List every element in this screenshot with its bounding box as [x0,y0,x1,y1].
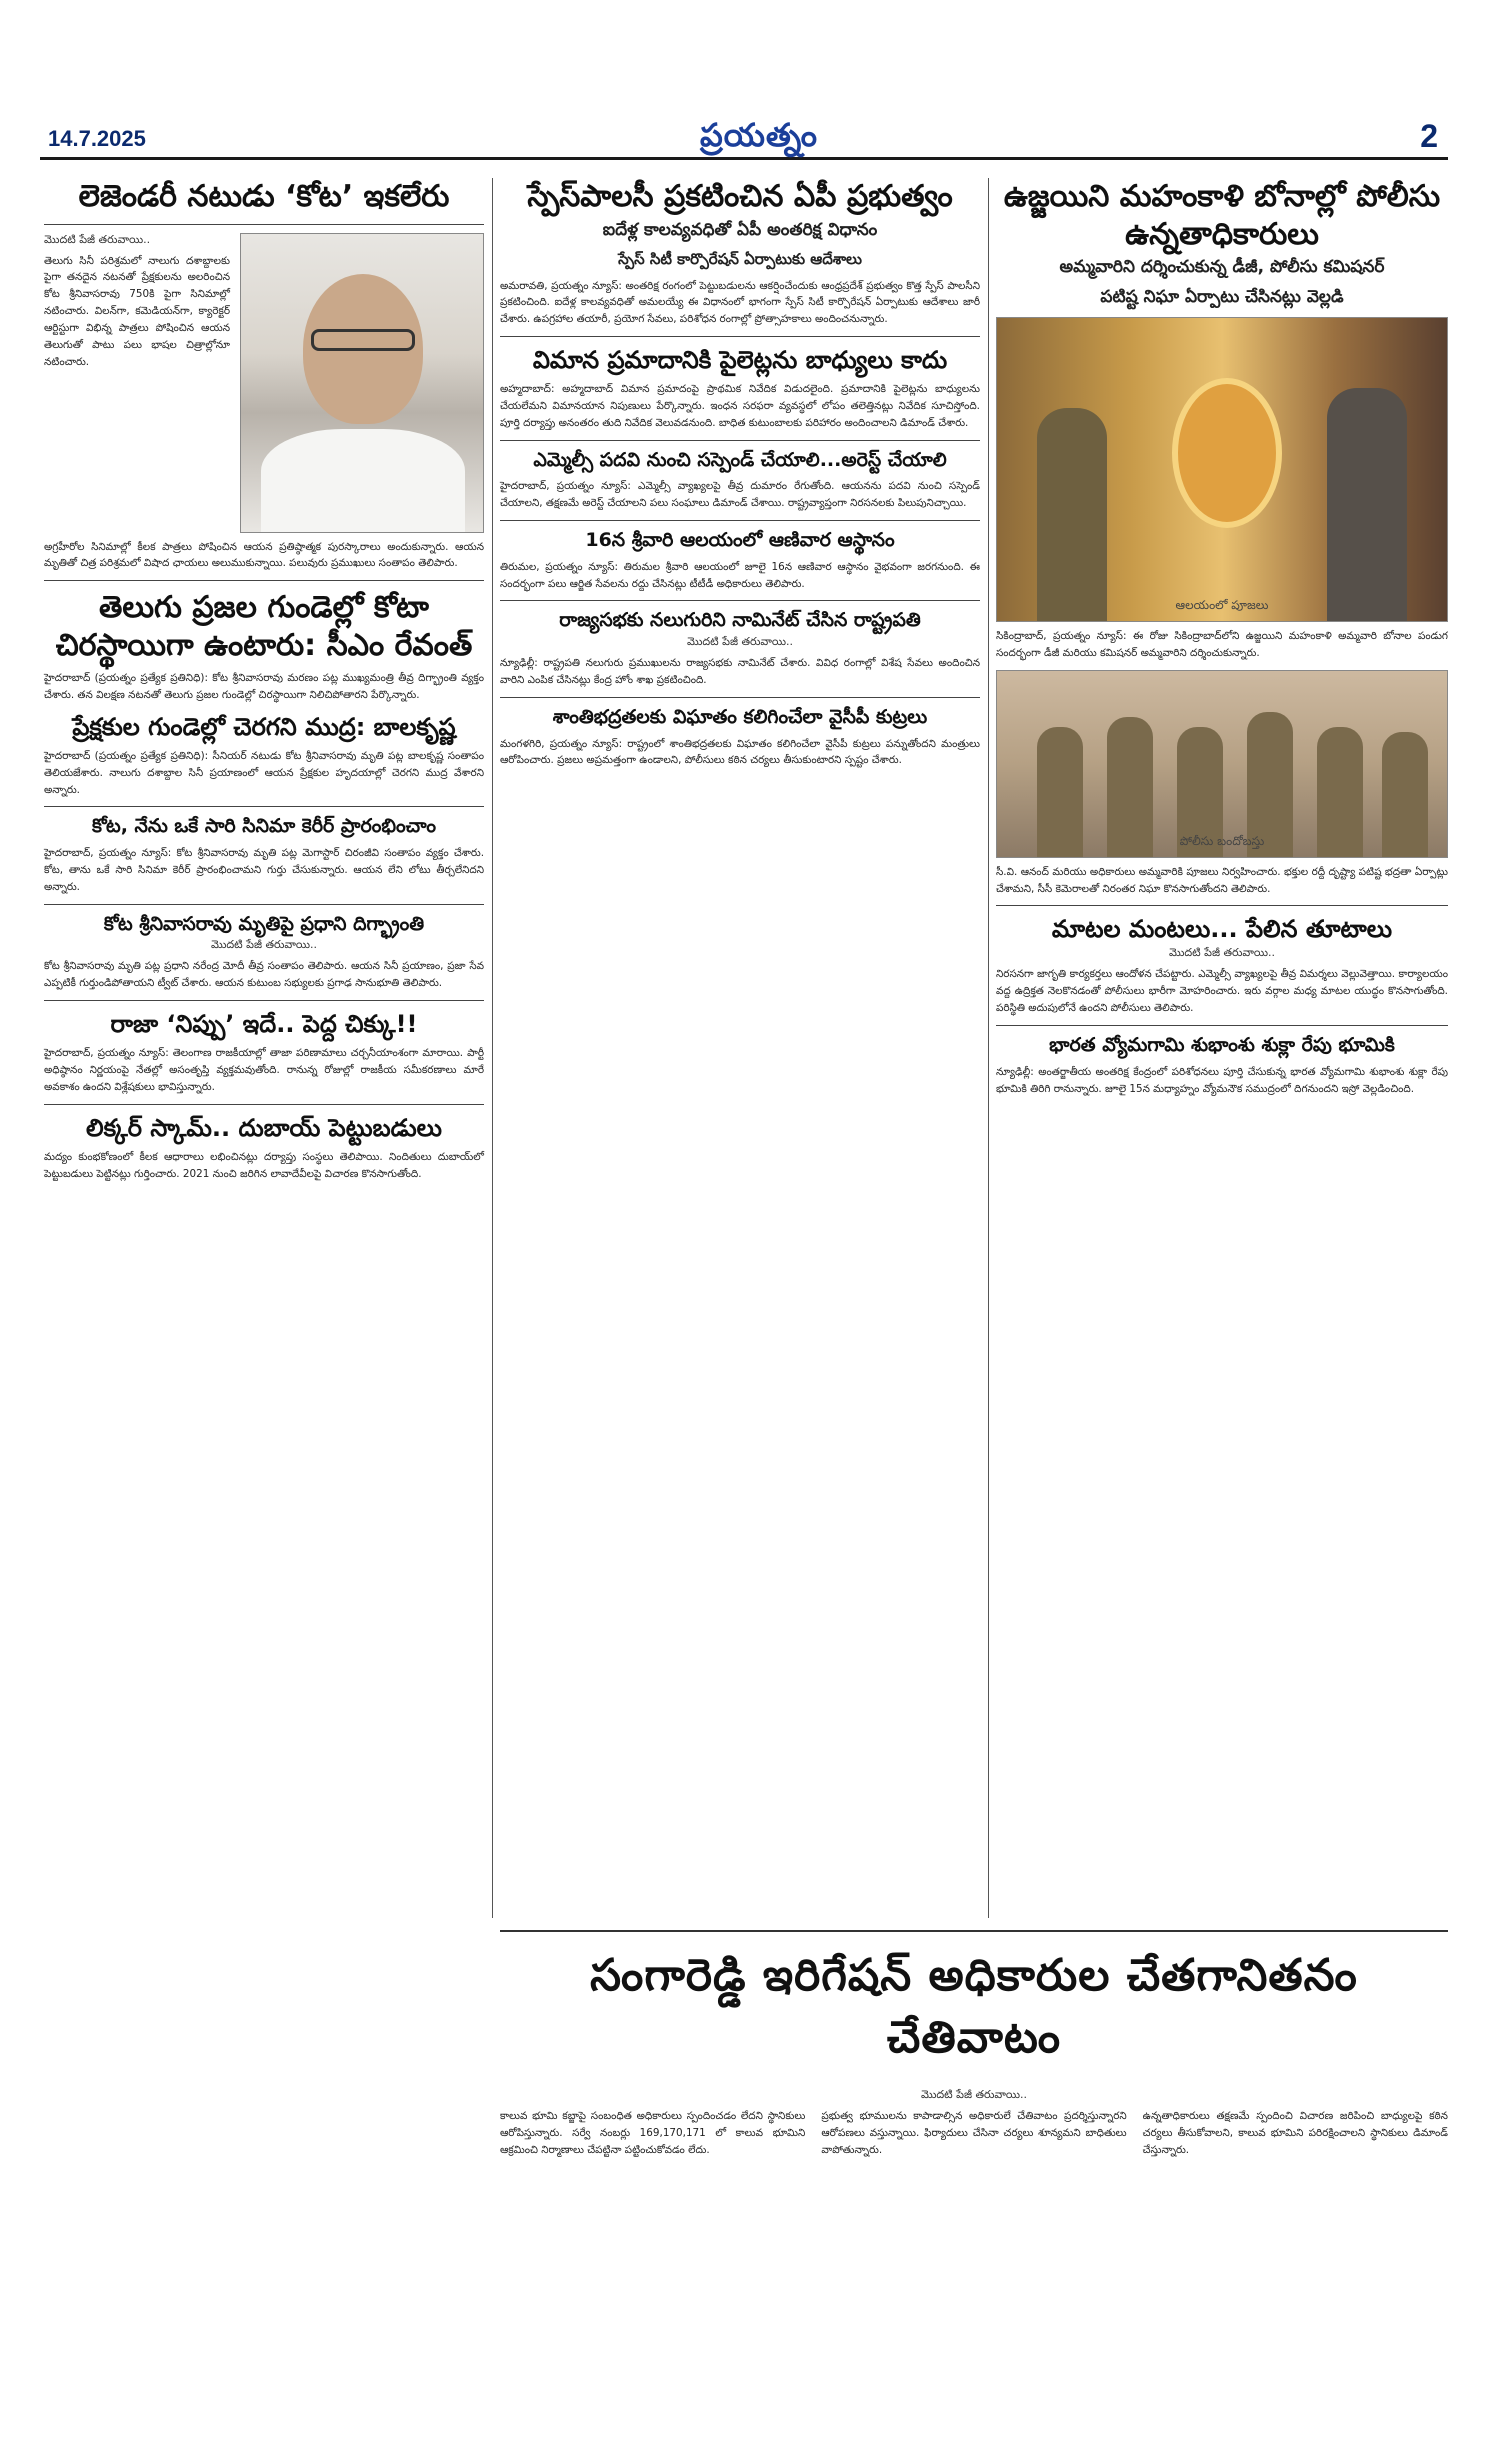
divider [500,600,980,601]
divider [44,224,484,225]
headline-liquor: లిక్కర్ స్కామ్.. దుబాయ్ పెట్టుబడులు [86,1113,442,1142]
article-body: హైదరాబాద్, ప్రయత్నం న్యూస్: తెలంగాణ రాజకీయాల్లో తాజా పరిణామాలు చర్చనీయాంశంగా మారాయి. పార్టీ అధిష్ఠానం నిర్ణయంపై నేతల్లో అసంతృప్తి వ్యక్తమవుతోంది. రానున్న రోజుల్లో రాజకీయ సమీకరణాలు మారే అవకాశం ఉందని విశ్లేషకులు భావిస్తున్నారు. [44,1047,484,1093]
column-divider [988,178,989,1918]
article-body: నిరసనగా జాగృతి కార్యకర్తలు ఆందోళన చేపట్టారు. ఎమ్మెల్సీ వ్యాఖ్యలపై తీవ్ర విమర్శలు వెల్లువెత్తాయి. కార్యాలయం వద్ద ఉద్రిక్తత నెలకొనడంతో పోలీసులు భారీగా మోహరించారు. ఇరు వర్గాల మధ్య మాటల యుద్ధం కొనసాగుతోంది. పరిస్థితి అదుపులోనే ఉందని పోలీసులు తెలిపారు. [996,968,1448,1015]
article-body: కోట శ్రీనివాసరావు మృతి పట్ల ప్రధాని నరేంద్ర మోదీ తీవ్ర సంతాపం తెలిపారు. ఆయన సినీ ప్రయాణం, ప్రజా సేవ ఎప్పటికీ గుర్తుండిపోతాయని ట్వీట్ చేశారు. ఆయన కుటుంబ సభ్యులకు ప్రగాఢ సానుభూతి తెలిపారు. [44,960,484,990]
divider [500,697,980,698]
photo-caption: సికింద్రాబాద్, ప్రయత్నం న్యూస్: ఈ రోజు సికింద్రాబాద్‌లోని ఉజ్జయిని మహంకాళి అమ్మవారి బోనాల పండుగ సందర్భంగా డీజీ మరియు కమిషనర్ అమ్మవారిని దర్శించుకున్నారు. [996,630,1448,659]
bottom-story [500,1930,1448,2167]
byline: మొదటి పేజీ తరువాయి.. [686,635,794,649]
article-body: హైదరాబాద్ (ప్రయత్నం ప్రత్యేక ప్రతినిధి): కోట శ్రీనివాసరావు మరణం పట్ల ముఖ్యమంత్రి తీవ్ర దిగ్భ్రాంతి వ్యక్తం చేశారు. తన విలక్షణ నటనతో తెలుగు ప్రజల గుండెల్లో చిరస్థాయిగా నిలిచిపోతారని పేర్కొన్నారు. [44,672,484,702]
article-body: న్యూఢిల్లీ: అంతర్జాతీయ అంతరిక్ష కేంద్రంలో పరిశోధనలు పూర్తి చేసుకున్న భారత వ్యోమగామి శుభాంశు శుక్లా రేపు భూమికి తిరిగి రానున్నారు. జూలై 15న మధ్యాహ్నం వ్యోమనౌక సముద్రంలో దిగనుందని ఇస్రో వెల్లడించింది. [996,1065,1448,1095]
subheadline: అమ్మవారిని దర్శించుకున్న డీజీ, పోలీసు కమిషనర్ [1059,257,1385,277]
temple-photo [996,317,1448,622]
byline: మొదటి పేజీ తరువాయి.. [44,232,151,246]
article-body: మద్యం కుంభకోణంలో కీలక ఆధారాలు లభించినట్లు దర్యాప్తు సంస్థలు తెలిపాయి. నిందితులు దుబాయ్‌లో పెట్టుబడులు పెట్టినట్లు గుర్తించారు. 2021 నుంచి జరిగిన లావాదేవీలపై విచారణ కొనసాగుతోంది. [44,1150,484,1180]
article-body: హైదరాబాద్, ప్రయత్నం న్యూస్: కోట శ్రీనివాసరావు మృతి పట్ల మెగాస్టార్ చిరంజీవి సంతాపం వ్యక్తం చేశారు. కోట, తాను ఒకే సారి సినిమా కెరీర్ ప్రారంభించామని గుర్తు చేసుకున్నారు. ఆయన లేని లోటు తీర్చలేనిదని అన్నారు. [44,847,484,893]
masthead [40,118,1448,160]
police-photo [996,670,1448,858]
newspaper-logo: ప్రయత్నం [700,116,818,154]
page-number: 2 [1420,118,1438,154]
headline-space-policy: స్పేస్‌పాలసీ ప్రకటించిన ఏపీ ప్రభుత్వం [527,179,953,214]
divider [44,806,484,807]
article-body: ప్రభుత్వ భూములను కాపాడాల్సిన అధికారులే చేతివాటం ప్రదర్శిస్తున్నారని ఆరోపణలు వస్తున్నాయి. ఫిర్యాదులు చేసినా చర్యలు శూన్యమని బాధితులు వాపోతున్నారు. [821,2110,1127,2156]
headline-bonalu: ఉజ్జయిని మహంకాళి బోనాల్లో పోలీసు ఉన్నతాధికారులు [1003,179,1441,252]
divider [996,905,1448,906]
article-body: హైదరాబాద్, ప్రయత్నం న్యూస్: ఎమ్మెల్సీ వ్యాఖ్యలపై తీవ్ర దుమారం రేగుతోంది. ఆయనను పదవి నుంచి సస్పెండ్ చేయాలని, తక్షణమే అరెస్ట్ చేయాలని పలు సంఘాలు డిమాండ్ చేశాయి. రాష్ట్రవ్యాప్తంగా నిరసనలకు పిలుపునిచ్చాయి. [500,480,980,510]
headline-pm: కోట శ్రీనివాసరావు మృతిపై ప్రధాని దిగ్భ్రాంతి [103,912,425,935]
photo-label: పోలీసు బందోబస్తు [1179,833,1265,848]
headline-words: మాటల మంటలు... పేలిన తూటాలు [1051,915,1393,944]
article-body: మంగళగిరి, ప్రయత్నం న్యూస్: రాష్ట్రంలో శాంతిభద్రతలకు విఘాతం కలిగించేలా వైసీపీ కుట్రలు పన్నుతోందని మంత్రులు ఆరోపించారు. ప్రజలు అప్రమత్తంగా ఉండాలని, పోలీసులు కఠిన చర్యలు తీసుకుంటారని స్పష్టం చేశారు. [500,737,980,767]
issue-date: 14.7.2025 [48,126,146,151]
headline-tirumala: 16న శ్రీవారి ఆలయంలో ఆణివార ఆస్థానం [585,529,895,551]
article-body: తిరుమల, ప్రయత్నం న్యూస్: తిరుమల శ్రీవారి ఆలయంలో జూలై 16న ఆణివార ఆస్థానం వైభవంగా జరగనుంది. ఈ సందర్భంగా పలు ఆర్జిత సేవలను రద్దు చేసినట్లు టీటీడీ అధికారులు తెలిపారు. [500,560,980,590]
column-right [996,178,1448,1105]
headline-shubhanshu: భారత వ్యోమగామి శుభాంశు శుక్లా రేపు భూమికి [1049,1033,1395,1056]
divider [44,580,484,581]
headline-chiranjeevi: కోట, నేను ఒకే సారి సినిమా కెరీర్ ప్రారంభించాం [91,815,437,838]
headline-rajya-sabha: రాజ్యసభకు నలుగురిని నామినేట్ చేసిన రాష్ట్రపతి [559,609,921,632]
column-left [44,178,484,1190]
headline-kota: లెజెండరీ నటుడు ‘కోట’ ఇకలేరు [78,179,450,214]
divider [500,336,980,337]
portrait-photo [240,233,484,533]
article-body: ఉన్నతాధికారులు తక్షణమే స్పందించి విచారణ జరిపించి బాధ్యులపై కఠిన చర్యలు తీసుకోవాలని, కాలువ భూమిని పరిరక్షించాలని స్థానికులు డిమాండ్ చేస్తున్నారు. [1142,2110,1448,2156]
subheadline: పటిష్ట నిఘా ఏర్పాటు చేసినట్లు వెల్లడి [1100,287,1344,307]
article-body: సీ.వి. ఆనంద్ మరియు అధికారులు అమ్మవారికి పూజలు నిర్వహించారు. భక్తుల రద్దీ దృష్ట్యా పటిష్ట భద్రతా ఏర్పాట్లు చేశామని, సీసీ కెమెరాలతో నిరంతర నిఘా కొనసాగుతోందని తెలిపారు. [996,865,1448,895]
divider [44,1104,484,1105]
article-body: అగ్రహీరోల సినిమాల్లో కీలక పాత్రలు పోషించిన ఆయన ప్రతిష్ఠాత్మక పురస్కారాలు అందుకున్నారు. ఆయన మృతితో చిత్ర పరిశ్రమలో విషాద ఛాయలు అలుముకున్నాయి. పలువురు ప్రముఖులు సంతాపం తెలిపారు. [44,540,484,570]
article-body: కాలువ భూమి కబ్జాపై సంబంధిత అధికారులు స్పందించడం లేదని స్థానికులు ఆరోపిస్తున్నారు. సర్వే నంబర్లు 169,170,171 లో కాలువ భూమిని ఆక్రమించి నిర్మాణాలు చేపట్టినా పట్టించుకోవడం లేదు. [500,2110,806,2156]
headline-cm: తెలుగు ప్రజల గుండెల్లో కోటా చిరస్థాయిగా ఉంటారు: సీఎం రేవంత్ [55,590,473,663]
subheadline: స్పేస్ సిటీ కార్పొరేషన్ ఏర్పాటుకు ఆదేశాలు [618,249,862,268]
divider [44,904,484,905]
subheadline: ఐదేళ్ల కాలవ్యవధితో ఏపీ అంతరిక్ష విధానం [602,219,878,240]
article-body: అహ్మదాబాద్: అహ్మదాబాద్ విమాన ప్రమాదంపై ప్రాథమిక నివేదిక విడుదలైంది. ప్రమాదానికి పైలెట్లను బాధ్యులను చేయలేమని విమానయాన నిపుణులు పేర్కొన్నారు. ఇంధన సరఫరా వ్యవస్థలో లోపం తలెత్తినట్లు నివేదిక సూచిస్తోంది. పూర్తి దర్యాప్తు అనంతరం తుది నివేదిక వెలువడనుంది. బాధిత కుటుంబాలకు పరిహారం అందించాలని డిమాండ్ చేశారు. [500,383,980,429]
headline-raja: రాజా ‘నిప్పు’ ఇదే.. పెద్ద చిక్కు!! [110,1010,418,1039]
article-body: హైదరాబాద్ (ప్రయత్నం ప్రత్యేక ప్రతినిధి): సీనియర్ నటుడు కోట శ్రీనివాసరావు మృతి పట్ల బాలకృష్ణ సంతాపం తెలియజేశారు. నాలుగు దశాబ్దాల సినీ ప్రయాణంలో ఆయన ప్రేక్షకుల హృదయాల్లో చెరగని ముద్ర వేశారని అన్నారు. [44,749,484,796]
article-body: అమరావతి, ప్రయత్నం న్యూస్: అంతరిక్ష రంగంలో పెట్టుబడులను ఆకర్షించేందుకు ఆంధ్రప్రదేశ్ ప్రభుత్వం కొత్త స్పేస్ పాలసీని ప్రకటించింది. ఐదేళ్ల కాలవ్యవధితో అమలయ్యే ఈ విధానంలో భాగంగా స్పేస్ సిటీ కార్పొరేషన్ ఏర్పాటుకు ఆదేశాలు జారీ చేశారు. ఉపగ్రహాల తయారీ, ప్రయోగ సేవలు, పరిశోధన రంగాల్లో ప్రోత్సాహకాలు అందించనున్నారు. [500,279,980,326]
divider [44,1000,484,1001]
article-body: తెలుగు సినీ పరిశ్రమలో నాలుగు దశాబ్దాలకు పైగా తనదైన నటనతో ప్రేక్షకులను అలరించిన కోట శ్రీనివాసరావు 750కి పైగా సినిమాల్లో నటించారు. విలన్‌గా, కమెడియన్‌గా, క్యారెక్టర్ ఆర్టిస్టుగా విభిన్న పాత్రలు పోషించిన ఆయన తెలుగుతో పాటు పలు భాషల చిత్రాల్లోనూ నటించారు. [44,254,230,368]
headline-balakrishna: ప్రేక్షకుల గుండెల్లో చెరగని ముద్ర: బాలకృష్ణ [72,712,456,741]
byline: మొదటి పేజీ తరువాయి.. [920,2088,1028,2101]
divider [500,520,980,521]
article-body: న్యూఢిల్లీ: రాష్ట్రపతి నలుగురు ప్రముఖులను రాజ్యసభకు నామినేట్ చేశారు. వివిధ రంగాల్లో విశేష సేవలు అందించిన వారిని ఎంపిక చేసినట్లు కేంద్ర హోం శాఖ ప్రకటించింది. [500,657,980,687]
headline-plane-crash: విమాన ప్రమాదానికి పైలెట్లను బాధ్యులు కాదు [532,346,948,375]
byline: మొదటి పేజీ తరువాయి.. [1168,946,1276,960]
divider [500,440,980,441]
photo-label: ఆలయంలో పూజలు [1175,598,1269,612]
column-divider [492,178,493,1918]
headline-mlc: ఎమ్మెల్సీ పదవి నుంచి సస్పెండ్ చేయాలి...అరెస్ట్ చేయాలి [533,448,947,471]
headline-ycp: శాంతిభద్రతలకు విఘాతం కలిగించేలా వైసీపీ కుట్రలు [552,705,928,728]
byline: మొదటి పేజీ తరువాయి.. [210,938,318,952]
divider [996,1025,1448,1026]
headline-sangareddy: సంగారెడ్డి ఇరిగేషన్ అధికారుల చేతగానితనం చేతివాటం [500,1930,1448,2086]
column-middle [500,178,980,777]
